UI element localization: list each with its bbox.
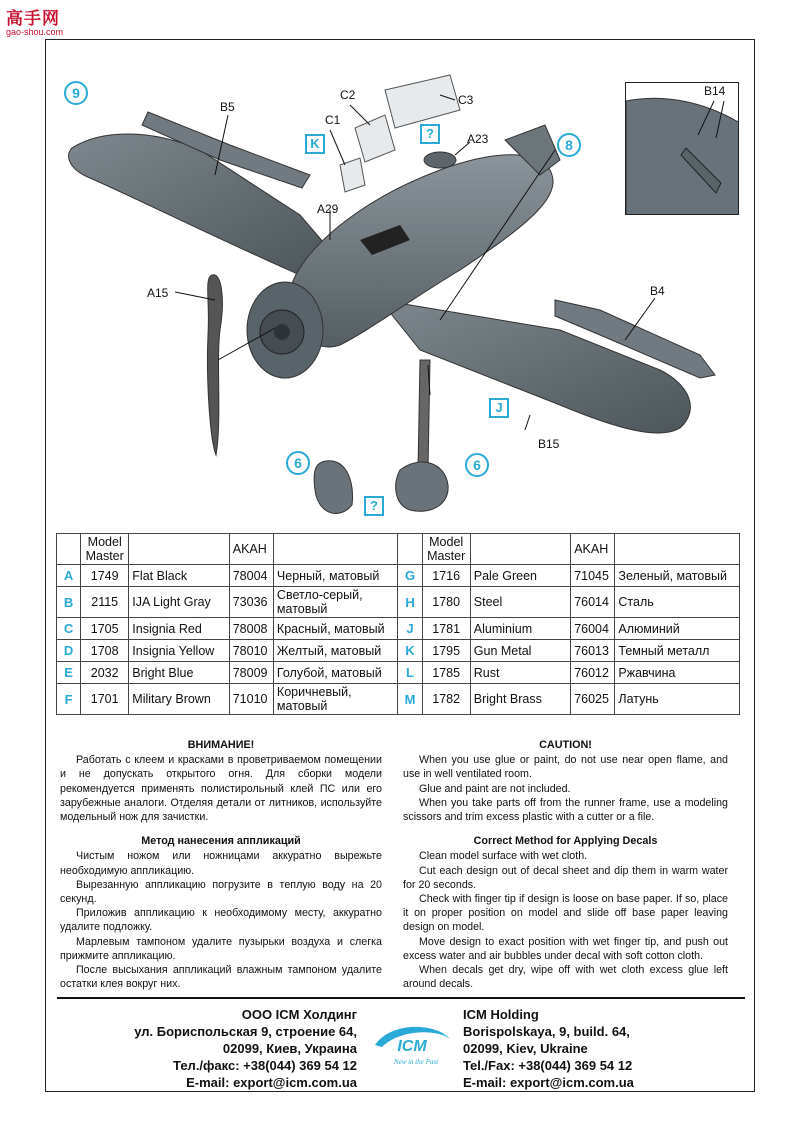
akan-number: 76013 <box>571 640 615 662</box>
decal-step-ru: Приложив аппликацию к необходимому месту, аккуратно удалите подложку. <box>60 907 382 934</box>
table-row <box>57 618 740 640</box>
header-model-master: Model Master <box>81 534 129 565</box>
email-en[interactable]: E-mail: export@icm.com.ua <box>463 1075 634 1090</box>
model-master-number: 1716 <box>422 565 470 587</box>
inset-drawing <box>626 83 739 215</box>
company-name-en: ICM Holding <box>463 1007 539 1022</box>
akan-number: 71010 <box>229 684 273 715</box>
caution-text-ru: Работать с клеем и красками в проветриваемом помещении и не допускать открытого огня. Для сборки модели рекомендуется применять полистирольный клей ПС или его зарубежные аналоги. Отделяя детали от литников, используйте модельный нож для зачистки. <box>60 754 382 824</box>
subassembly-marker-6-right: 6 <box>465 453 489 477</box>
logo-tagline: New in the Past <box>393 1058 439 1066</box>
assembly-diagram <box>0 0 800 530</box>
model-master-number: 1795 <box>422 640 470 662</box>
gear-fairing-right <box>396 462 448 511</box>
paint-code: G <box>398 565 422 587</box>
model-master-number: 2115 <box>81 587 129 618</box>
caution-text-en: Glue and paint are not included. <box>419 782 571 795</box>
decal-step-en: When decals get dry, wipe off with wet cloth excess glue left around decals. <box>403 964 728 991</box>
part-label-b4: B4 <box>650 284 665 298</box>
akan-number: 78010 <box>229 640 273 662</box>
paint-marker-j: J <box>489 398 509 418</box>
phone-ru: Тел./факс: +38(044) 369 54 12 <box>173 1058 357 1073</box>
paint-name-en: Flat Black <box>129 565 229 587</box>
model-master-number: 1785 <box>422 662 470 684</box>
step-number-circle: 9 <box>64 81 88 105</box>
paint-name-en: Bright Brass <box>470 684 570 715</box>
akan-number: 78004 <box>229 565 273 587</box>
paint-code: B <box>57 587 81 618</box>
paint-code: F <box>57 684 81 715</box>
table-row <box>57 587 740 618</box>
street-ru: ул. Бориспольская 9, строение 64, <box>134 1024 357 1039</box>
part-label-c3: C3 <box>458 93 474 107</box>
paint-name-en: Insignia Red <box>129 618 229 640</box>
paint-marker-unknown-top: ? <box>420 124 440 144</box>
decal-step-ru: После высыхания аппликаций влажным тампоном удалите остатки клея вокруг них. <box>60 964 382 991</box>
paint-name-ru: Коричневый, матовый <box>273 684 398 715</box>
paint-code: D <box>57 640 81 662</box>
akan-number: 76025 <box>571 684 615 715</box>
paint-code: J <box>398 618 422 640</box>
model-master-number: 2032 <box>81 662 129 684</box>
subassembly-marker-8: 8 <box>557 133 581 157</box>
akan-number: 78009 <box>229 662 273 684</box>
header-model-master: Model Master <box>422 534 470 565</box>
table-header-row <box>57 534 740 565</box>
paint-name-en: Rust <box>470 662 570 684</box>
caution-title-en: CAUTION! <box>539 739 592 751</box>
logo-text: ICM <box>397 1038 427 1055</box>
akan-number: 76004 <box>571 618 615 640</box>
subassembly-marker-6-left: 6 <box>286 451 310 475</box>
decal-step-en: Move design to exact position with wet finger tip, and push out excess water and air bubbles under decal with soft cotton cloth. <box>403 935 728 962</box>
decal-step-ru: Чистым ножом или ножницами аккуратно вырежьте необходимую аппликацию. <box>60 850 382 877</box>
decal-step-en: Cut each design out of decal sheet and dip them in warm water for 20 seconds. <box>403 864 728 891</box>
watermark-brand: 高手网 <box>6 9 60 29</box>
street-en: Borispolskaya, 9, build. 64, <box>463 1024 630 1039</box>
model-master-number: 1749 <box>81 565 129 587</box>
header-akan: AKAH <box>571 534 615 565</box>
notes-english <box>403 738 728 991</box>
part-label-b15: B15 <box>538 437 560 451</box>
akan-number: 73036 <box>229 587 273 618</box>
paint-code: A <box>57 565 81 587</box>
model-master-number: 1701 <box>81 684 129 715</box>
decal-step-en: Check with finger tip if design is loose on base paper. If so, place it on proper position on model and slide off base paper leaving design on model. <box>403 893 728 934</box>
caution-text-en: When you use glue or paint, do not use near open flame, and use in well ventilated room. <box>403 754 728 781</box>
paint-name-en: Aluminium <box>470 618 570 640</box>
part-label-b5: B5 <box>220 100 235 114</box>
paint-name-ru: Темный металл <box>615 640 740 662</box>
city-en: 02099, Kiev, Ukraine <box>463 1041 588 1056</box>
table-row <box>57 684 740 715</box>
model-master-number: 1782 <box>422 684 470 715</box>
paint-name-en: Pale Green <box>470 565 570 587</box>
decals-title-ru: Метод нанесения аппликаций <box>141 835 301 848</box>
gear-fairing-left <box>314 461 352 514</box>
propeller <box>207 275 222 455</box>
paint-name-ru: Ржавчина <box>615 662 740 684</box>
phone-en: Tel./Fax: +38(044) 369 54 12 <box>463 1058 633 1073</box>
model-master-number: 1781 <box>422 618 470 640</box>
icm-logo <box>370 1017 454 1069</box>
model-master-number: 1708 <box>81 640 129 662</box>
footer-address-ru <box>27 1006 357 1091</box>
part-label-c1: C1 <box>325 113 341 127</box>
header-akan: AKAH <box>229 534 273 565</box>
paint-name-ru: Светло-серый, матовый <box>273 587 398 618</box>
table-row <box>57 640 740 662</box>
model-master-number: 1780 <box>422 587 470 618</box>
paint-name-en: IJA Light Gray <box>129 587 229 618</box>
paint-code: M <box>398 684 422 715</box>
paint-name-ru: Латунь <box>615 684 740 715</box>
email-ru[interactable]: E-mail: export@icm.com.ua <box>186 1075 357 1090</box>
paint-name-en: Insignia Yellow <box>129 640 229 662</box>
canopy-c2 <box>355 115 395 162</box>
left-wing <box>69 134 330 275</box>
paint-name-ru: Сталь <box>615 587 740 618</box>
part-label-c2: C2 <box>340 88 356 102</box>
paint-name-en: Military Brown <box>129 684 229 715</box>
paint-name-ru: Алюминий <box>615 618 740 640</box>
paint-name-ru: Желтый, матовый <box>273 640 398 662</box>
paint-marker-unknown-bottom: ? <box>364 496 384 516</box>
akan-number: 76012 <box>571 662 615 684</box>
paint-code: C <box>57 618 81 640</box>
akan-number: 78008 <box>229 618 273 640</box>
paint-table <box>56 533 740 715</box>
table-row <box>57 662 740 684</box>
part-a23 <box>424 152 456 168</box>
footer-address-en <box>463 1006 743 1091</box>
paint-code: E <box>57 662 81 684</box>
part-label-a23: A23 <box>467 132 489 146</box>
paint-name-ru: Красный, матовый <box>273 618 398 640</box>
decal-step-en: Clean model surface with wet cloth. <box>419 850 588 863</box>
paint-name-en: Steel <box>470 587 570 618</box>
paint-code: L <box>398 662 422 684</box>
decals-title-en: Correct Method for Applying Decals <box>473 835 658 848</box>
decal-step-ru: Вырезанную аппликацию погрузите в теплую воду на 20 секунд. <box>60 878 382 906</box>
part-label-a15: A15 <box>147 286 169 300</box>
paint-name-ru: Черный, матовый <box>273 565 398 587</box>
paint-code: H <box>398 587 422 618</box>
caution-title-ru: ВНИМАНИЕ! <box>187 739 255 751</box>
watermark-url: gao-shou.com <box>6 27 64 37</box>
paint-name-en: Bright Blue <box>129 662 229 684</box>
landing-gear-strut <box>418 360 430 470</box>
paint-marker-k: K <box>305 134 325 154</box>
paint-name-en: Gun Metal <box>470 640 570 662</box>
part-label-b14: B14 <box>704 84 726 98</box>
city-ru: 02099, Киев, Украина <box>222 1041 357 1056</box>
paint-name-ru: Голубой, матовый <box>273 662 398 684</box>
paint-name-ru: Зеленый, матовый <box>615 565 740 587</box>
akan-number: 71045 <box>571 565 615 587</box>
caution-text-en: When you take parts off from the runner frame, use a modeling scissors and trim excess plastic with a cutter or a file. <box>403 796 728 824</box>
company-name-ru: ООО ICM Холдинг <box>241 1007 357 1022</box>
aircraft-drawing <box>0 0 800 530</box>
akan-number: 76014 <box>571 587 615 618</box>
footer-divider <box>57 997 745 999</box>
model-master-number: 1705 <box>81 618 129 640</box>
notes-russian <box>60 738 382 991</box>
part-label-a29: A29 <box>317 202 339 216</box>
table-row <box>57 565 740 587</box>
paint-code: K <box>398 640 422 662</box>
decal-step-ru: Марлевым тампоном удалите пузырьки воздуха и слегка прижмите аппликацию. <box>60 935 382 962</box>
detail-inset <box>625 82 739 215</box>
canopy-c3 <box>385 75 460 128</box>
